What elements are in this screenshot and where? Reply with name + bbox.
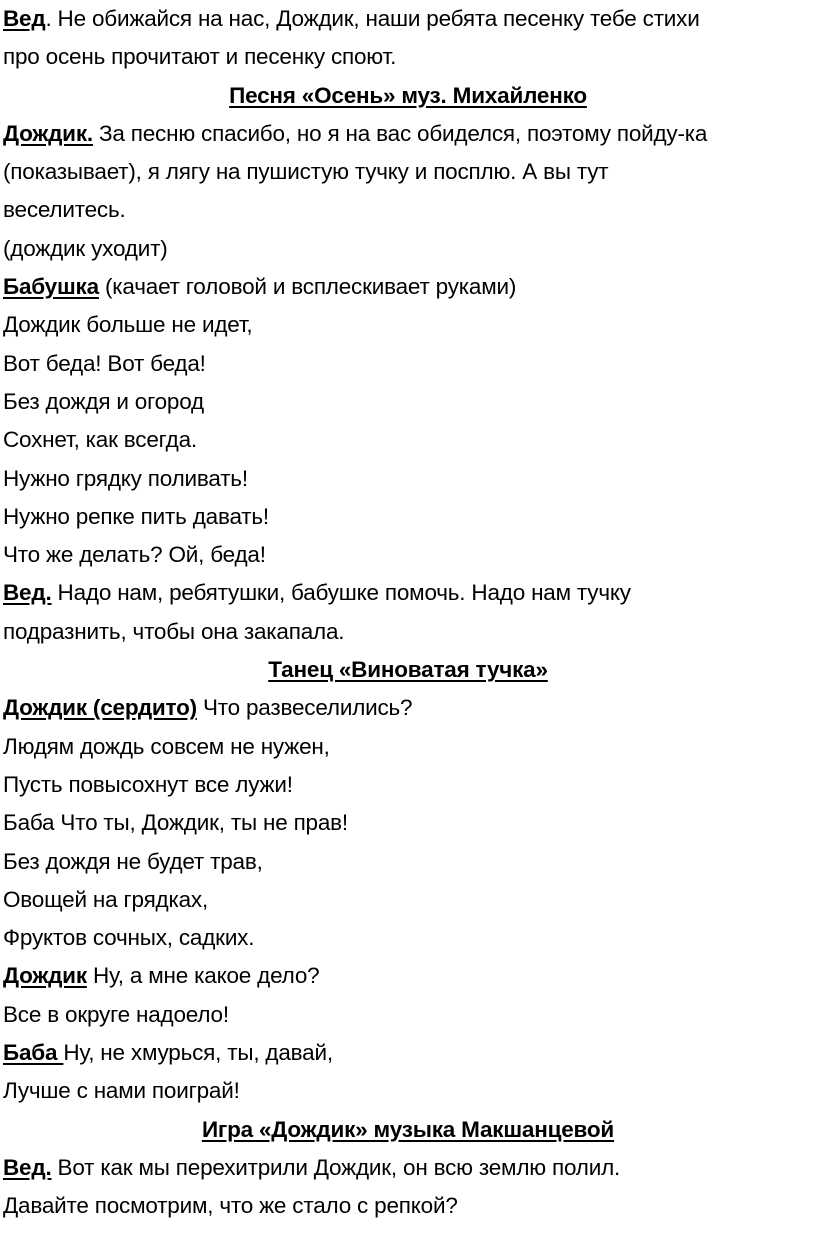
speaker-label: Дождик (3, 963, 87, 989)
verse-line: Овощей на грядках, (3, 886, 209, 912)
speech-line (3, 115, 813, 153)
speech-line (3, 957, 813, 995)
speech-text: (качает головой и всплескивает руками) (98, 274, 517, 300)
speech-line (3, 1149, 813, 1187)
text-line: (показывает), я лягу на пушистую тучку и посплю. А вы тут (3, 159, 609, 185)
speaker-label: Дождик (сердито) (3, 695, 197, 721)
speaker-label: Вед. (3, 1154, 52, 1180)
section-heading-text: Игра «Дождик» музыка Макшанцевой (201, 1116, 615, 1142)
speech-text: Ну, не хмурься, ты, давай, (63, 1040, 333, 1066)
section-heading (3, 651, 813, 689)
verse-line: Нужно грядку поливать! (3, 465, 248, 491)
verse-line: Без дождя и огород (3, 388, 204, 414)
stage-direction: (дождик уходит) (3, 235, 168, 261)
speech-text: Что развеселились? (196, 695, 413, 721)
verse-line: Без дождя не будет трав, (3, 848, 263, 874)
verse-line: Дождик больше не идет, (3, 312, 253, 338)
section-heading-text: Песня «Осень» муз. Михайленко (229, 82, 587, 108)
text-line: Давайте посмотрим, что же стало с репкой? (3, 1193, 458, 1219)
speaker-label: Вед. (3, 580, 52, 606)
text-line: про осень прочитают и песенку споют. (3, 44, 397, 70)
speech-line (3, 268, 813, 306)
section-heading-text: Танец «Виноватая тучка» (268, 657, 548, 683)
text-line: подразнить, чтобы она закапала. (3, 618, 345, 644)
speech-text: Вот как мы перехитрили Дождик, он всю землю полил. (51, 1154, 621, 1180)
speaker-label: Дождик. (3, 120, 93, 146)
speech-text: . Не обижайся на нас, Дождик, наши ребята песенку тебе стихи (45, 6, 700, 31)
verse-line: Фруктов сочных, садких. (3, 925, 255, 951)
verse-line: Что же делать? Ой, беда! (3, 542, 266, 568)
speech-text: Ну, а мне какое дело? (86, 963, 320, 989)
verse-line: Баба Что ты, Дождик, ты не прав! (3, 810, 348, 836)
speaker-label: Вед (3, 6, 46, 31)
verse-line: Все в округе надоело! (3, 1001, 229, 1027)
section-heading (3, 77, 813, 115)
speech-line (3, 0, 813, 38)
speech-text: Надо нам, ребятушки, бабушке помочь. Надо нам тучку (51, 580, 631, 606)
speech-line (3, 1034, 813, 1072)
verse-line: Нужно репке пить давать! (3, 503, 269, 529)
text-line: веселитесь. (3, 197, 126, 223)
verse-line: Вот беда! Вот беда! (3, 350, 206, 376)
verse-line: Сохнет, как всегда. (3, 427, 197, 453)
verse-line: Лучше с нами поиграй! (3, 1078, 240, 1104)
verse-line: Людям дождь совсем не нужен, (3, 733, 330, 759)
document-page (3, 0, 813, 1226)
speech-text: За песню спасибо, но я на вас обиделся, поэтому пойду-ка (92, 120, 708, 146)
verse-line: Пусть повысохнут все лужи! (3, 771, 293, 797)
speaker-label: Бабушка (3, 274, 99, 300)
speaker-label: Баба (3, 1040, 64, 1066)
speech-line (3, 689, 813, 727)
section-heading (3, 1111, 813, 1149)
speech-line (3, 574, 813, 612)
